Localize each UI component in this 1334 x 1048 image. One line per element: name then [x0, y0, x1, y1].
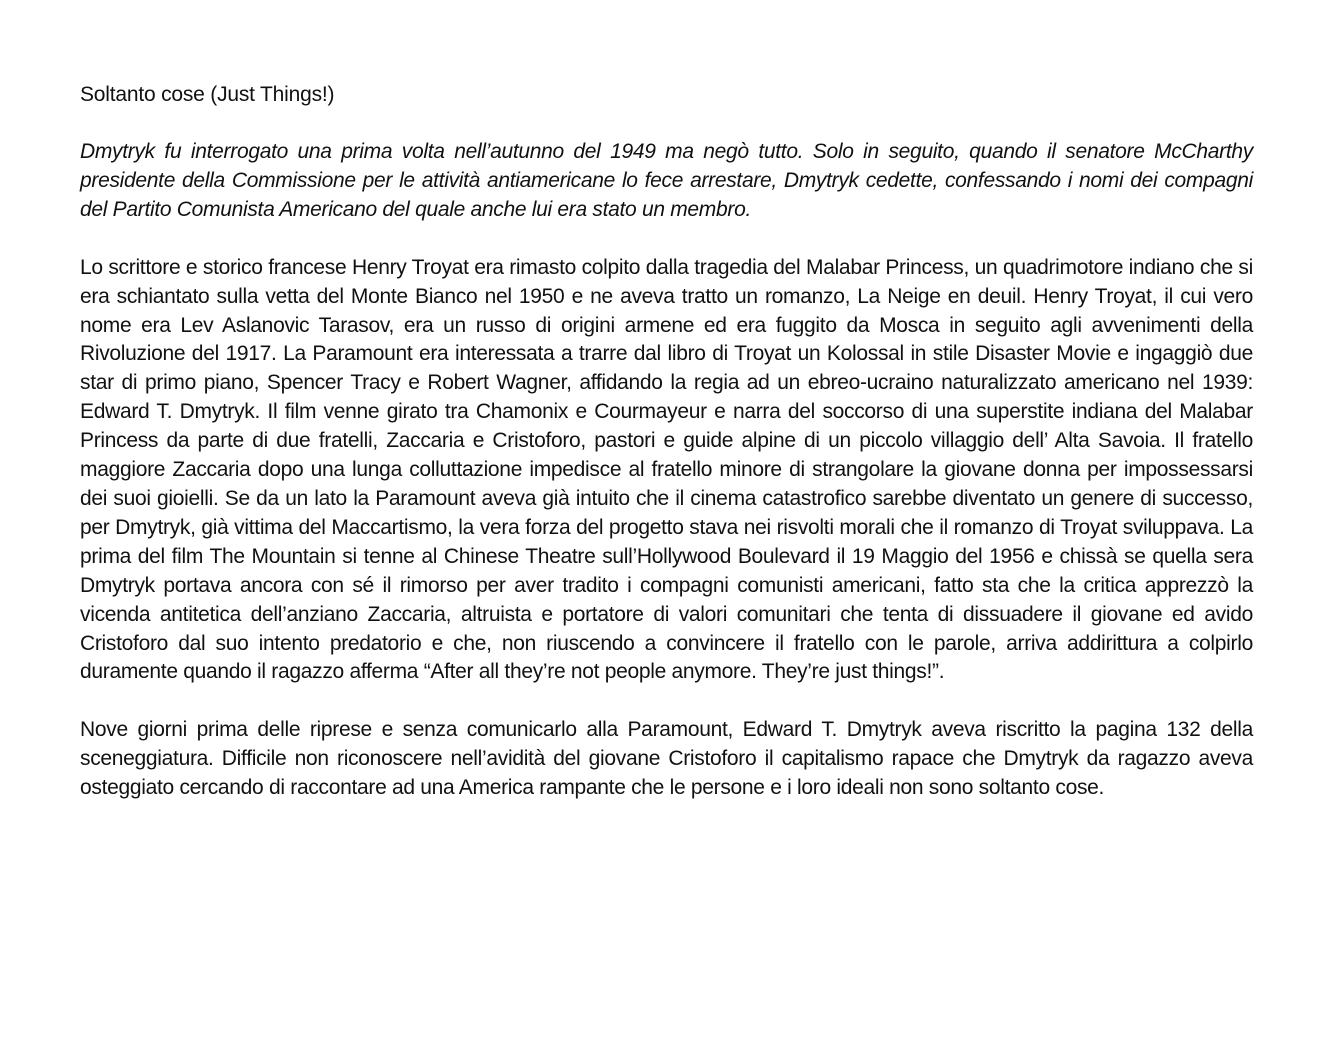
- document-title: Soltanto cose (Just Things!): [80, 83, 335, 106]
- body-paragraph-1: Lo scrittore e storico francese Henry Troyat era rimasto colpito dalla tragedia del Malabar Princess, un quadrimotore indiano che si era schiantato sulla vetta del Monte Bianco nel 1950 e ne aveva tratto un romanzo, La Neige en deuil. Henry Troyat, il cui vero nome era Lev Aslanovic Tarasov, era un russo di origini armene ed era fuggito da Mosca in seguito agli avvenimenti della Rivoluzione del 1917. La Paramount era interessata a trarre dal libro di Troyat un Kolossal in stile Disaster Movie e ingaggiò due star di primo piano, Spencer Tracy e Robert Wagner, affidando la regia ad un ebreo-ucraino naturalizzato americano nel 1939: Edward T. Dmytryk. Il film venne girato tra Chamonix e Courmayeur e narra del soccorso di una superstite indiana del Malabar Princess da parte di due fratelli, Zaccaria e Cristoforo, pastori e guide alpine di un piccolo villaggio dell’ Alta Savoia. Il fratello maggiore Zaccaria dopo una lunga colluttazione impedisce al fratello minore di strangolare la giovane donna per impossessarsi dei suoi gioielli. Se da un lato la Paramount aveva già intuito che il cinema catastrofico sarebbe diventato un genere di successo, per Dmytryk, già vittima del Maccartismo, la vera forza del progetto stava nei risvolti morali che il romanzo di Troyat sviluppava. La prima del film The Mountain si tenne al Chinese Theatre sull’Hollywood Boulevard il 19 Maggio del 1956 e chissà se quella sera Dmytryk portava ancora con sé il rimorso per aver tradito i compagni comunisti americani, fatto sta che la critica apprezzò la vicenda antitetica dell’anziano Zaccaria, altruista e portatore di valori comunitari che tenta di dissuadere il giovane ed avido Cristoforo dal suo intento predatorio e che, non riuscendo a convincere il fratello con le parole, arriva addirittura a colpirlo duramente quando il ragazzo afferma “After all they’re not people anymore. They’re just things!”.: [80, 255, 1253, 684]
- body-paragraph-2: Nove giorni prima delle riprese e senza comunicarlo alla Paramount, Edward T. Dmytryk aveva riscritto la pagina 132 della sceneggiatura. Difficile non riconoscere nell’avidità del giovane Cristoforo il capitalismo rapace che Dmytryk da ragazzo aveva osteggiato cercando di raccontare ad una America rampante che le persone e i loro ideali non sono soltanto cose.: [80, 718, 1253, 800]
- document-page: [80, 80, 1253, 832]
- intro-paragraph: Dmytryk fu interrogato una prima volta nell’autunno del 1949 ma negò tutto. Solo in seguito, quando il senatore McCharthy presidente della Commissione per le attività antiamericane lo fece arrestare, Dmytryk cedette, confessando i nomi dei compagni del Partito Comunista Americano del quale anche lui era stato un membro.: [80, 140, 1253, 221]
